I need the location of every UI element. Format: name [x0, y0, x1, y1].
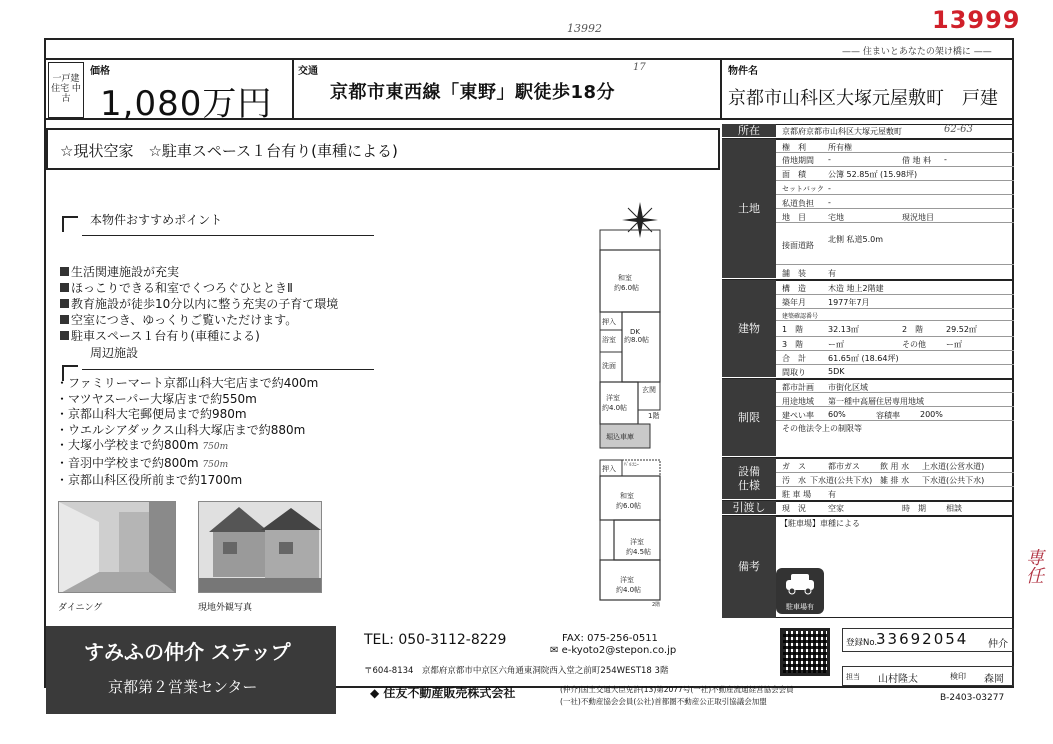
grey-water-label: 雑 排 水: [880, 476, 910, 485]
storage-label: 堀込車庫: [606, 433, 634, 441]
registration-type: 仲介: [988, 639, 1008, 650]
parking-badge: [776, 568, 824, 614]
property-name-value: 京都市山科区大塚元屋敷町 戸建: [728, 88, 998, 109]
list-item: ・ファミリーマート京都山科大宅店まで約400m: [56, 376, 319, 390]
room-label: ﾊﾞﾙｺﾆｰ: [624, 462, 640, 468]
sewage-label: 汚 水: [782, 476, 806, 485]
staff-name: 山村隆太: [878, 674, 918, 685]
layout-value: 5DK: [828, 367, 845, 376]
pavement-label: 舗 装: [782, 269, 806, 278]
list-item: 空室につき、ゆっくりご覧いただけます。: [60, 312, 338, 328]
timing-value: 相談: [946, 504, 962, 513]
row-divider: [776, 406, 1014, 407]
lease-fee-label: 借 地 料: [902, 156, 932, 165]
parking-badge-label: 駐車場有: [786, 603, 814, 611]
floorplan-1f: [596, 228, 666, 450]
layout-label: 間取り: [782, 368, 806, 377]
row-divider: [776, 308, 1014, 309]
pavement-value: 有: [828, 269, 836, 278]
floor1-label: 1 階: [782, 325, 804, 334]
list-item: ・大塚小学校まで約800m 750m: [56, 438, 229, 452]
other-floor-label: その他: [902, 340, 926, 349]
handwritten-top-number: 13992: [567, 22, 602, 35]
dining-photo: [58, 501, 176, 593]
room-label: 約8.0帖: [624, 336, 650, 344]
room-label: 2階: [652, 602, 661, 608]
gas-label: ガ ス: [782, 462, 806, 471]
floor3-label: 3 階: [782, 340, 804, 349]
row-divider: [776, 194, 1014, 195]
room-label: 押入: [602, 318, 616, 326]
document-code: B-2403-03277: [940, 693, 1005, 703]
built-value: 1977年7月: [828, 298, 870, 307]
row-label-building: 建物: [722, 280, 776, 378]
row-divider: [776, 392, 1014, 393]
row-label-land: 土地: [722, 139, 776, 279]
rights-label: 権 利: [782, 143, 806, 152]
divider: [292, 58, 294, 120]
row-divider: [776, 166, 1014, 167]
property-type-tag: 一戸建住宅 中古: [48, 62, 84, 118]
address: 〒604-8134 京都府京都市中京区六角通東洞院西入堂之前町254WEST18 3階: [364, 666, 669, 676]
room-label: 玄関: [642, 386, 656, 394]
floor1-value: 32.13㎡: [828, 325, 859, 334]
row-divider: [776, 350, 1014, 351]
recommend-list: [60, 264, 338, 344]
traffic-handwritten-note: 17: [633, 62, 646, 73]
leased-period-value: -: [828, 155, 831, 164]
traffic-label: 交通: [298, 66, 318, 77]
staff-label: 担当: [846, 673, 860, 681]
sewage-value: 下水道(公共下水): [810, 476, 873, 485]
row-divider: [776, 180, 1014, 181]
list-item: ・ウエルシアダックス山科大塚店まで約880m: [56, 422, 306, 437]
square-bullet-icon: [60, 299, 69, 308]
room-label: 洗面: [602, 362, 616, 370]
list-item: ・京都山科区役所前まで約1700m: [56, 473, 243, 487]
room-label: 1階: [648, 412, 660, 420]
license-1: (仲介)国土交通大臣免許(13)第2077号(一社)不動産流通経営協会会員: [560, 685, 794, 694]
row-label-remarks: 備考: [722, 516, 776, 618]
address-handwritten: 62-63: [944, 124, 973, 135]
corp-name: ◆ 住友不動産販売株式会社: [370, 686, 516, 700]
row-divider: [776, 472, 1014, 473]
fax: FAX: 075-256-0511: [562, 633, 658, 644]
list-item: 教育施設が徒歩10分以内に整う充実の子育て環境: [60, 296, 338, 312]
list-item: ほっこりできる和室でくつろぐひとときⅡ: [60, 280, 338, 296]
floor-ratio-value: 200%: [920, 410, 943, 419]
dining-photo-image: [59, 502, 176, 593]
list-item: ・京都山科大宅郵便局まで約980m: [56, 407, 247, 421]
status-value: 空家: [828, 504, 844, 513]
area-value: 公簿 52.85㎡ (15.98坪): [828, 170, 918, 179]
room-label: 洋室: [606, 394, 620, 402]
row-divider: [776, 152, 1014, 153]
company-logo-block: [46, 626, 336, 714]
row-divider: [776, 264, 1014, 265]
room-label: 約6.0帖: [616, 502, 642, 510]
address-value: 京都府京都市山科区大塚元屋敷町: [782, 127, 902, 136]
handwritten-note: 750m: [202, 459, 229, 470]
structure-label: 構 造: [782, 284, 806, 293]
row-divider: [776, 222, 1014, 223]
car-icon: [776, 568, 824, 598]
structure-value: 木造 地上2階建: [828, 284, 884, 293]
exterior-photo-caption: 現地外観写真: [198, 603, 253, 613]
room-label: DK: [630, 328, 640, 336]
record-number: 13999: [932, 6, 1021, 34]
email: ✉ e-kyoto2@stepon.co.jp: [550, 645, 677, 656]
coverage-label: 建ぺい率: [782, 411, 814, 420]
floor2-label: 2 階: [902, 325, 924, 334]
price-label: 価格: [90, 66, 110, 77]
parking-value: 有: [828, 490, 836, 499]
room-label: 和室: [620, 492, 634, 500]
timing-label: 時 期: [902, 504, 926, 513]
other-limits: その他法令上の制限等: [782, 424, 862, 433]
tel: TEL: 050-3112-8229: [364, 632, 507, 648]
other-floor-value: ー㎡: [946, 340, 962, 349]
floor-ratio-label: 容積率: [876, 411, 900, 420]
headline: ☆現状空家 ☆駐車スペース１台有り(車種による): [46, 128, 720, 170]
land-category-label: 地 目: [782, 213, 806, 222]
total-value: 61.65㎡ (18.64坪): [828, 354, 899, 363]
road-label: 接面道路: [782, 241, 814, 250]
room-label: 約4.0帖: [602, 404, 628, 412]
checker-name: 森岡: [984, 674, 1004, 685]
divider: [720, 58, 722, 120]
room-label: 約6.0帖: [614, 284, 640, 292]
parking-label: 駐 車 場: [782, 490, 812, 499]
row-label-limits: 制限: [722, 379, 776, 457]
floorplan-2f: [596, 458, 666, 608]
list-item: ・マツヤスーパー大塚店まで約550m: [56, 391, 257, 406]
built-label: 築年月: [782, 298, 806, 307]
current-category-label: 現況地目: [902, 213, 934, 222]
private-road-value: -: [828, 198, 831, 207]
total-label: 合 計: [782, 354, 806, 363]
room-label: 押入: [602, 465, 616, 473]
square-bullet-icon: [60, 331, 69, 340]
row-divider: [776, 420, 1014, 421]
row-divider: [776, 208, 1014, 209]
slogan: —— 住まいとあなたの架け橋に ——: [842, 47, 992, 57]
square-bullet-icon: [60, 315, 69, 324]
row-label-delivery: 引渡し: [722, 501, 776, 515]
qr-code[interactable]: [780, 628, 830, 676]
water-label: 飲 用 水: [880, 462, 910, 471]
leased-period-label: 借地期間: [782, 156, 814, 165]
row-divider: [776, 364, 1014, 365]
branch-name: 京都第２営業センター: [108, 678, 258, 696]
lease-fee-value: -: [944, 155, 947, 164]
gas-value: 都市ガス: [828, 462, 860, 471]
floor3-value: ー㎡: [828, 340, 844, 349]
handwritten-note: 750m: [202, 442, 229, 452]
nearby-list: [56, 376, 318, 489]
room-label: 洋室: [630, 538, 644, 546]
traffic-value: 京都市東西線「東野」駅徒歩18分: [330, 82, 616, 103]
row-label-address: 所在: [722, 124, 776, 138]
remarks-value: 【駐車場】車種による: [780, 519, 860, 528]
square-bullet-icon: [60, 267, 69, 276]
floor2-value: 29.52㎡: [946, 325, 977, 334]
row-divider: [776, 320, 1014, 321]
exterior-photo-image: [199, 502, 322, 593]
side-handwritten-mark: 専任: [1023, 548, 1044, 584]
setback-value: -: [828, 184, 831, 193]
land-category-value: 宅地: [828, 213, 844, 222]
license-2: (一社)不動産協会会員(公社)首都圏不動産公正取引協議会加盟: [560, 697, 767, 706]
city-plan-label: 都市計画: [782, 383, 814, 392]
zoning-value: 第一種中高層住居専用地域: [828, 397, 924, 406]
square-bullet-icon: [60, 283, 69, 292]
private-road-label: 私道負担: [782, 199, 814, 208]
recommend-title: 本物件おすすめポイント: [90, 213, 223, 227]
room-label: 和室: [618, 274, 632, 282]
property-name-label: 物件名: [728, 66, 758, 77]
row-divider: [776, 336, 1014, 337]
room-label: 洋室: [620, 576, 634, 584]
room-label: 約4.5帖: [626, 548, 652, 556]
list-item: ・音羽中学校まで約800m 750m: [56, 455, 229, 470]
registration-label: 登録No.: [846, 638, 878, 648]
check-label: 検印: [950, 672, 966, 681]
zoning-label: 用途地域: [782, 397, 814, 406]
status-label: 現 況: [782, 504, 806, 513]
mail-icon: ✉: [550, 645, 559, 656]
area-label: 面 積: [782, 170, 806, 179]
nearby-title: 周辺施設: [90, 346, 139, 360]
room-label: 約4.0帖: [616, 586, 642, 594]
section-underline: [82, 235, 374, 236]
coverage-value: 60%: [828, 410, 846, 419]
registration-number: 33692054: [876, 630, 969, 648]
city-plan-value: 市街化区域: [828, 383, 868, 392]
corp-logo-icon: ◆: [370, 686, 380, 700]
row-divider: [776, 294, 1014, 295]
price-value: 1,080万円: [100, 84, 273, 124]
road-value: 北側 私道5.0m: [828, 235, 884, 244]
list-item: 生活関連施設が充実: [60, 264, 338, 280]
list-item: 駐車スペース１台有り(車種による): [60, 328, 338, 344]
row-divider: [776, 486, 1014, 487]
row-label-facilities: 設備 仕様: [722, 458, 776, 500]
confirm-no-label: 建築確認番号: [782, 313, 819, 320]
exterior-photo: [198, 501, 322, 593]
bracket-icon: [62, 216, 78, 232]
rights-value: 所有権: [828, 143, 852, 152]
setback-label: セットバック: [782, 185, 824, 193]
company-name: すみふの仲介 ステップ: [84, 640, 291, 664]
room-label: 浴室: [602, 336, 616, 344]
section-underline: [82, 369, 374, 370]
grey-water-value: 下水道(公共下水): [922, 476, 985, 485]
dining-photo-caption: ダイニング: [58, 603, 103, 613]
water-value: 上水道(公営水道): [922, 462, 985, 471]
